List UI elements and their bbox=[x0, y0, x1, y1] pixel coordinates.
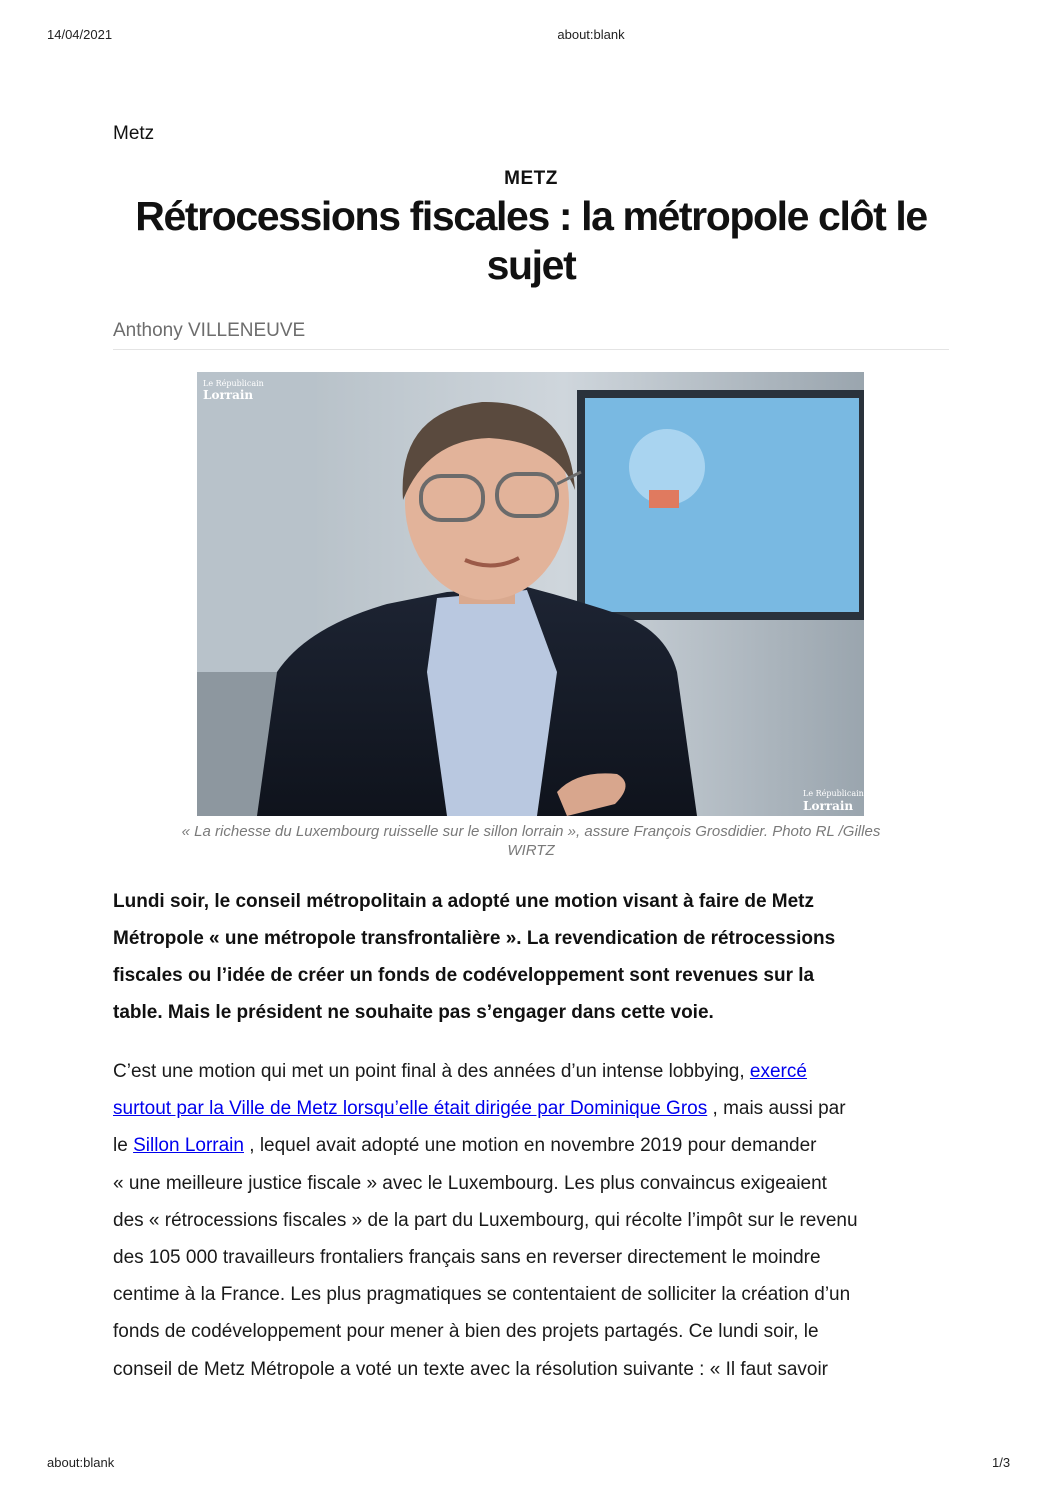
body-line: des 105 000 travailleurs frontaliers français sans en reverser directement le moindre bbox=[113, 1247, 821, 1269]
photo-watermark-top: Lorrain bbox=[203, 388, 254, 402]
body-text: le bbox=[113, 1135, 134, 1157]
page-number: 1/3 bbox=[992, 1455, 1011, 1470]
title-line: sujet bbox=[486, 242, 576, 288]
link-ville-de-metz[interactable]: surtout par la Ville de Metz lorsqu’elle était dirigée par Dominique Gros bbox=[113, 1098, 708, 1120]
print-footer-url: about:blank bbox=[47, 1455, 115, 1470]
body-line: fonds de codéveloppement pour mener à bien des projets partagés. Ce lundi soir, le bbox=[113, 1321, 819, 1343]
byline-divider bbox=[113, 349, 949, 350]
article-photo bbox=[197, 372, 864, 816]
article-lead bbox=[113, 883, 953, 1031]
photo-screen-graphic bbox=[649, 490, 679, 508]
caption-line: WIRTZ bbox=[507, 842, 555, 859]
body-line: centime à la France. Les plus pragmatiques se contentaient de solliciter la création d’un bbox=[113, 1284, 851, 1306]
photo-person-shirt bbox=[427, 590, 557, 816]
article-body bbox=[113, 1053, 958, 1388]
article-title bbox=[100, 192, 962, 290]
photo-watermark-top: Le Républicain bbox=[203, 379, 264, 388]
link-exerce[interactable]: exercé bbox=[749, 1061, 807, 1082]
title-line: Rétrocessions fiscales : la métropole clôt le bbox=[135, 193, 927, 239]
print-header-url: about:blank bbox=[557, 27, 625, 42]
body-text: , lequel avait adopté une motion en novembre 2019 pour demander bbox=[243, 1135, 817, 1157]
lead-line: Métropole « une métropole transfrontalière ». La revendication de rétrocessions bbox=[113, 928, 836, 949]
author-byline: Anthony VILLENEUVE bbox=[113, 320, 306, 341]
body-text: , mais aussi par bbox=[707, 1098, 846, 1120]
body-line bbox=[113, 1127, 958, 1164]
lead-line: table. Mais le président ne souhaite pas s’engager dans cette voie. bbox=[113, 1002, 714, 1023]
lead-line: Lundi soir, le conseil métropolitain a adopté une motion visant à faire de Metz bbox=[113, 891, 815, 912]
article-kicker: METZ bbox=[504, 168, 558, 189]
photo-watermark-bottom: Lorrain bbox=[803, 799, 854, 813]
body-line bbox=[113, 1053, 958, 1090]
lead-line: fiscales ou l’idée de créer un fonds de codéveloppement sont revenues sur la bbox=[113, 965, 815, 986]
body-line: des « rétrocessions fiscales » de la part du Luxembourg, qui récolte l’impôt sur le revenu bbox=[113, 1209, 858, 1231]
link-sillon-lorrain[interactable]: Sillon Lorrain bbox=[133, 1135, 244, 1157]
body-line: « une meilleure justice fiscale » avec le Luxembourg. Les plus convaincus exigeaient bbox=[113, 1172, 827, 1194]
body-text: C’est une motion qui met un point final à des années d’un intense lobbying, bbox=[113, 1061, 750, 1082]
photo-watermark-bottom: Le Républicain bbox=[803, 789, 864, 798]
print-date: 14/04/2021 bbox=[47, 27, 113, 42]
caption-line: « La richesse du Luxembourg ruisselle sur le sillon lorrain », assure François Grosdidier. Photo RL /Gilles bbox=[181, 823, 881, 840]
photo-caption bbox=[113, 822, 949, 860]
body-line: conseil de Metz Métropole a voté un texte avec la résolution suivante : « Il faut savoir bbox=[113, 1358, 828, 1380]
photo-screen-display bbox=[585, 398, 859, 612]
section-rubric: Metz bbox=[113, 123, 155, 144]
body-line bbox=[113, 1090, 958, 1127]
